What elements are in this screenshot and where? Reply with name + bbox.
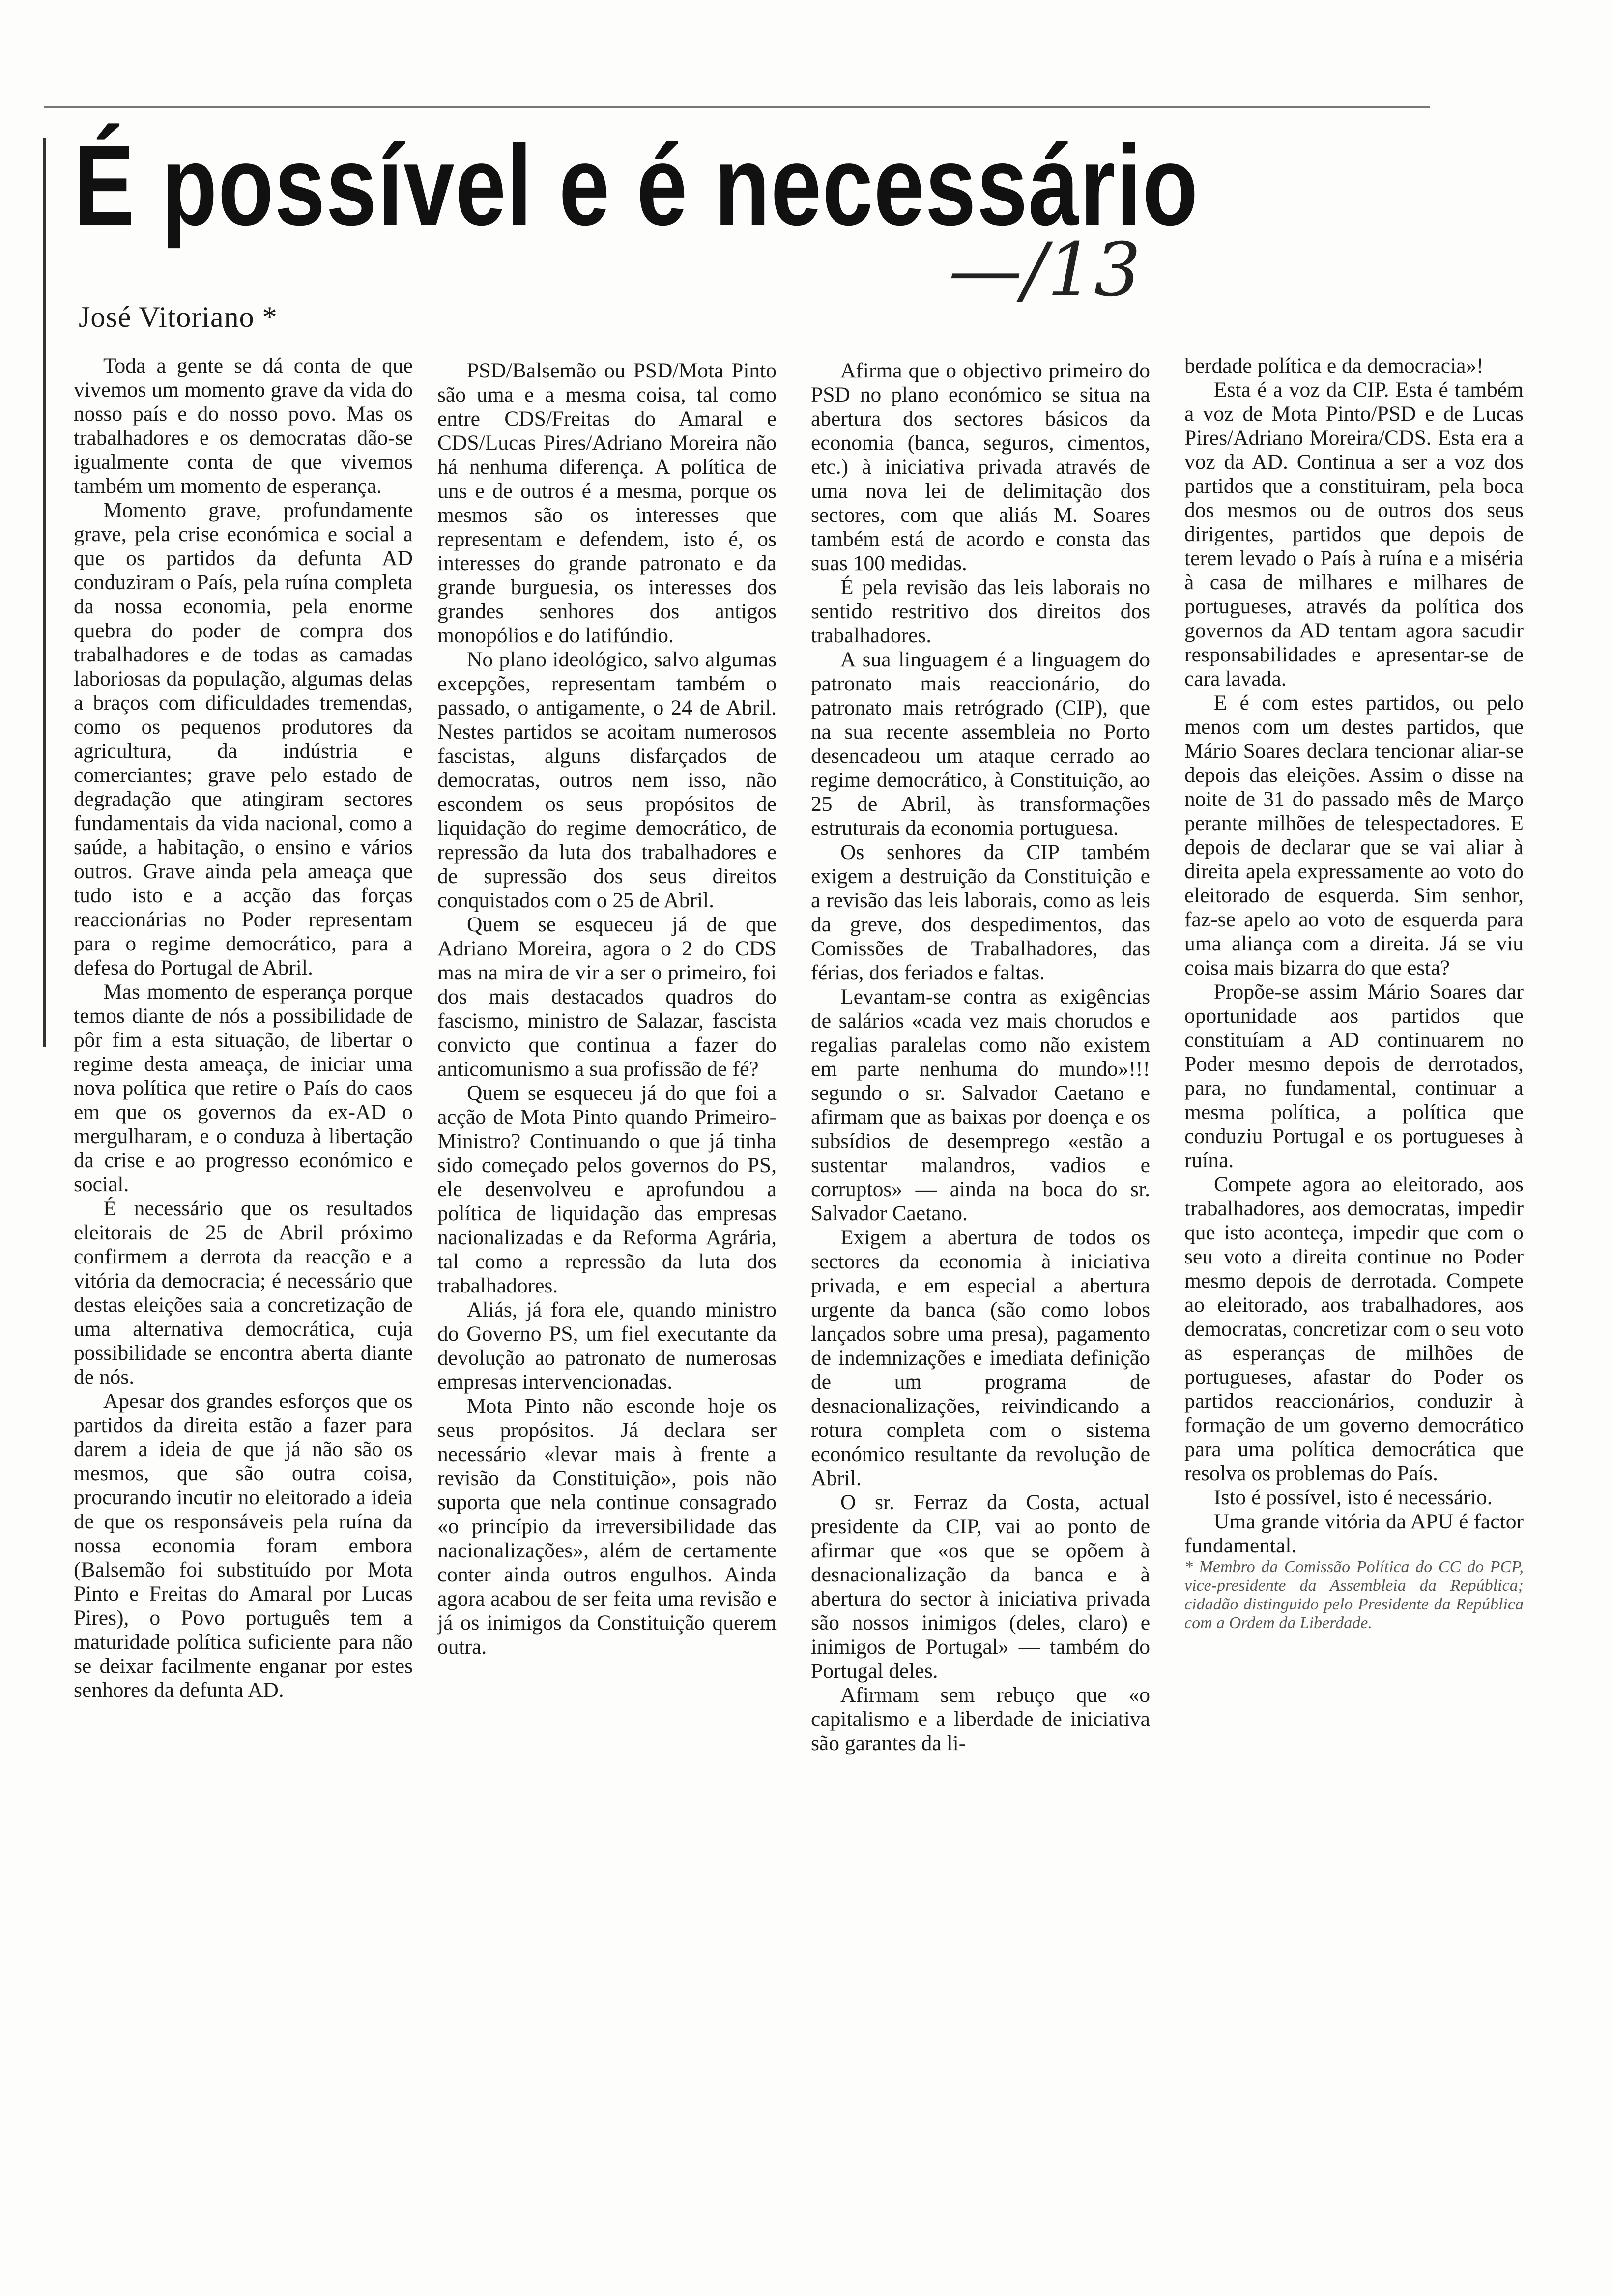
paragraph: Compete agora ao eleitorado, aos trabalhadores, aos democratas, impedir que isto aconteça, impedir que com o seu voto a direita continue no Poder mesmo depois de derrotada. Compete ao eleitorado, aos trabalhadores, aos democratas, concretizar com o seu voto as esperanças de milhões de portugueses, afastar do Poder os partidos reaccionários, conduzir à formação de um governo democrático para uma política democrática que resolva os problemas do País. — [1184, 1173, 1524, 1485]
paragraph: E é com estes partidos, ou pelo menos com um destes partidos, que Mário Soares declara tencionar aliar-se depois das eleições. Assim o disse na noite de 31 do passado mês de Março perante milhões de telespectadores. E depois de declarar que se vai aliar à direita apela expressamente ao voto do eleitorado de esquerda. Sim senhor, faz-se apelo ao voto de esquerda para uma aliança com a direita. Já se viu coisa mais bizarra do que esta? — [1184, 691, 1524, 979]
handwritten-mark: —/13 — [949, 228, 1141, 313]
top-rule — [44, 106, 1430, 108]
left-rule — [43, 138, 46, 1047]
paragraph: PSD/Balsemão ou PSD/Mota Pinto são uma e a mesma coisa, tal como entre CDS/Freitas do Amaral e CDS/Lucas Pires/Adriano Moreira não há nenhuma diferença. A política de uns e de outros é a mesma, porque os mesmos são os interesses que representam e defendem, isto é, os interesses do grande patronato e da grande burguesia, os interesses dos grandes senhores dos antigos monopólios e do latifúndio. — [437, 359, 777, 647]
paragraph: Quem se esqueceu já do que foi a acção de Mota Pinto quando Primeiro-Ministro? Continuando o que já tinha sido começado pelos governos do PS, ele desenvolveu e aprofundou a política de liquidação das empresas nacionalizadas e da Reforma Agrária, tal como a repressão da luta dos trabalhadores. — [437, 1081, 777, 1297]
column-2 — [437, 359, 777, 2236]
headline: É possível e é necessário — [74, 122, 1199, 249]
paragraph: Esta é a voz da CIP. Esta é também a voz de Mota Pinto/PSD e de Lucas Pires/Adriano Moreira/CDS. Esta era a voz da AD. Continua a ser a voz dos partidos que a constituiram, pela boca dos mesmos ou de outros dos seus dirigentes, partidos que depois de terem levado o País à ruína e a miséria à casa de milhares e milhares de portugueses, através da política dos governos da AD tentam agora sacudir responsabilidades e apresentar-se de cara lavada. — [1184, 378, 1524, 690]
paragraph: Mas momento de esperança porque temos diante de nós a possibilidade de pôr fim a esta situação, de libertar o regime desta ameaça, de iniciar uma nova política que retire o País do caos em que os governos da ex-AD o mergulharam, e o conduza à libertação da crise e ao progresso económico e social. — [74, 980, 413, 1196]
paragraph: Toda a gente se dá conta de que vivemos um momento grave da vida do nosso país e do nosso povo. Mas os trabalhadores e os democratas dão-se igualmente conta de que vivemos também um momento de esperança. — [74, 354, 413, 498]
author-footnote: * Membro da Comissão Política do CC do PCP, vice-presidente da Assembleia da República; cidadão distinguido pelo Presidente da República com a Ordem da Liberdade. — [1184, 1558, 1524, 1632]
paragraph: É pela revisão das leis laborais no sentido restritivo dos direitos dos trabalhadores. — [811, 575, 1150, 647]
paragraph: O sr. Ferraz da Costa, actual presidente da CIP, vai ao ponto de afirmar que «os que se opõem à desnacionalização da banca e à abertura do sector à iniciativa privada são nossos inimigos (deles, claro) e inimigos de Portugal» — também do Portugal deles. — [811, 1491, 1150, 1683]
paragraph: Aliás, já fora ele, quando ministro do Governo PS, um fiel executante da devolução ao patronato de numerosas empresas intervencionadas. — [437, 1298, 777, 1394]
paragraph: berdade política e da democracia»! — [1184, 354, 1484, 377]
paragraph: Quem se esqueceu já de que Adriano Moreira, agora o 2 do CDS mas na mira de vir a ser o primeiro, foi dos mais destacados quadros do fascismo, ministro de Salazar, fascista convicto que continua a fazer do anticomunismo a sua profissão de fé? — [437, 913, 777, 1081]
column-1 — [74, 354, 413, 2231]
column-4 — [1184, 354, 1524, 2231]
paragraph: A sua linguagem é a linguagem do patronato mais reaccionário, do patronato mais retrógrado (CIP), que na sua recente assembleia no Porto desencadeou um ataque cerrado ao regime democrático, à Constituição, ao 25 de Abril, às transformações estruturais da economia portuguesa. — [811, 648, 1150, 840]
paragraph: Momento grave, profundamente grave, pela crise económica e social a que os partidos da defunta AD conduziram o País, pela ruína completa da nossa economia, pela enorme quebra do poder de compra dos trabalhadores e de todas as camadas laboriosas da população, algumas delas a braços com dificuldades tremendas, como os pequenos produtores da agricultura, da indústria e comerciantes; grave pelo estado de degradação que atingiram sectores fundamentais da vida nacional, como a saúde, a habitação, o ensino e vários outros. Grave ainda pela ameaça que tudo isto e a acção das forças reaccionárias no Poder representam para o regime democrático, para a defesa do Portugal de Abril. — [74, 498, 413, 979]
paragraph: Os senhores da CIP também exigem a destruição da Constituição e a revisão das leis laborais, como as leis da greve, dos despedimentos, das Comissões de Trabalhadores, das férias, dos feriados e faltas. — [811, 840, 1150, 984]
paragraph: No plano ideológico, salvo algumas excepções, representam também o passado, o antigamente, o 24 de Abril. Nestes partidos se acoitam numerosos fascistas, alguns disfarçados de democratas, outros nem isso, não escondem os seus propósitos de liquidação do regime democrático, de repressão da luta dos trabalhadores e de supressão dos seus direitos conquistados com o 25 de Abril. — [437, 648, 777, 912]
paragraph: Propõe-se assim Mário Soares dar oportunidade aos partidos que constituíam a AD continuarem no Poder mesmo depois de derrotados, para, no fundamental, continuar a mesma política, a política que conduziu Portugal e os portugueses à ruína. — [1184, 980, 1524, 1172]
paragraph: É necessário que os resultados eleitorais de 25 de Abril próximo confirmem a derrota da reacção e a vitória da democracia; é necessário que destas eleições saia a concretização de uma alternativa democrática, cuja possibilidade se encontra aberta diante de nós. — [74, 1197, 413, 1389]
column-3 — [811, 359, 1150, 2236]
paragraph: Isto é possível, isto é necessário. — [1214, 1486, 1493, 1509]
paragraph: Apesar dos grandes esforços que os partidos da direita estão a fazer para darem a ideia de que já não são os mesmos, que são outra coisa, procurando incutir no eleitorado a ideia de que os responsáveis pela ruína da nossa economia foram embora (Balsemão foi substituído por Mota Pinto e Freitas do Amaral por Lucas Pires), o Povo português tem a maturidade política suficiente para não se deixar facilmente enganar por estes senhores da defunta AD. — [74, 1389, 413, 1702]
paragraph: Mota Pinto não esconde hoje os seus propósitos. Já declara ser necessário «levar mais à frente a revisão da Constituição», pois não suporta que nela continue consagrado «o princípio da irreversibilidade das nacionalizações», além de certamente conter ainda outros engulhos. Ainda agora acabou de ser feita uma revisão e já os inimigos da Constituição querem outra. — [437, 1394, 777, 1659]
paragraph: Afirma que o objectivo primeiro do PSD no plano económico se situa na abertura dos sectores básicos da economia (banca, seguros, cimentos, etc.) à iniciativa privada através de uma nova lei de delimitação dos sectores, com que aliás M. Soares também está de acordo e consta das suas 100 medidas. — [811, 359, 1150, 575]
paragraph: Exigem a abertura de todos os sectores da economia à iniciativa privada, e em especial a abertura urgente da banca (são como lobos lançados sobre uma presa), pagamento de indemnizações e imediata definição de um programa de desnacionalizações, reivindicando a rotura completa com o sistema económico resultante da revolução de Abril. — [811, 1226, 1150, 1490]
byline: José Vitoriano * — [79, 301, 278, 333]
paragraph: Uma grande vitória da APU é factor fundamental. — [1184, 1510, 1524, 1557]
paragraph: Afirmam sem rebuço que «o capitalismo e a liberdade de iniciativa são garantes da li- — [811, 1683, 1150, 1755]
paragraph: Levantam-se contra as exigências de salários «cada vez mais chorudos e regalias paralelas como não existem em parte nenhuma do mundo»!!! segundo o sr. Salvador Caetano e afirmam que as baixas por doença e os subsídios de desemprego «estão a sustentar malandros, vadios e corruptos» — ainda na boca do sr. Salvador Caetano. — [811, 985, 1150, 1225]
